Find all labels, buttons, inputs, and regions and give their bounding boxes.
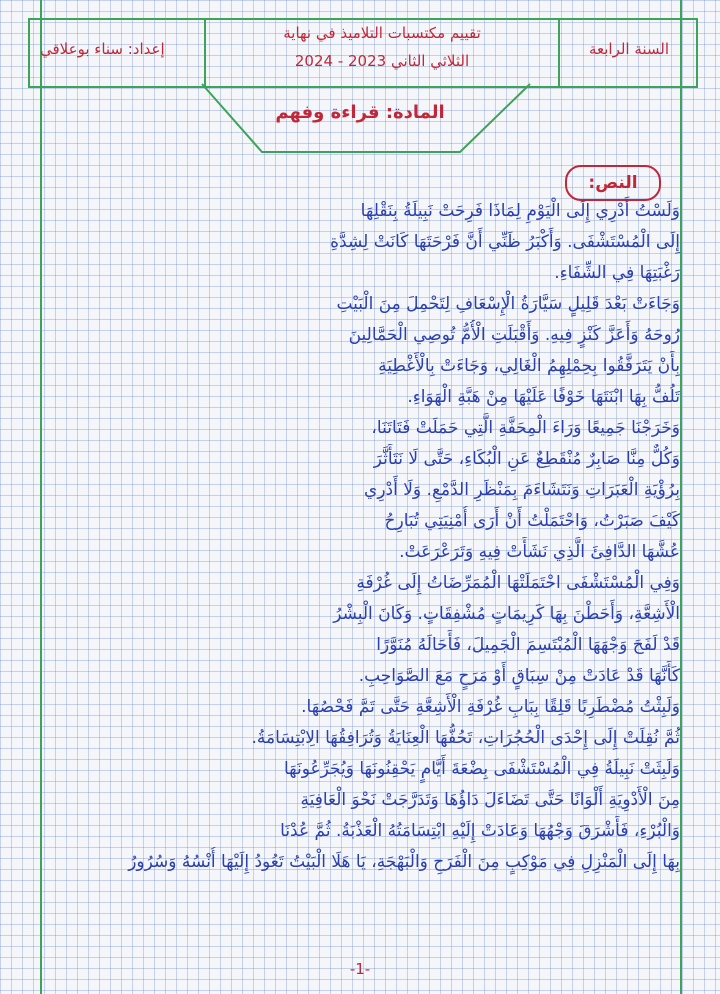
author-label: إعداد: سناء بوعلاقي (40, 40, 165, 58)
passage-line: بِأَنْ يَتَرَفَّقُوا بِحِمْلِهِمُ الْغَالِي، وَجَاءَتْ بِالْأَغْطِيَةِ (378, 356, 680, 376)
passage-line: رَغْبَتِهَا فِي الشِّفَاءِ. (554, 263, 680, 283)
passage-line: وَالْبُرْءِ، فَأَشْرَقَ وَجْهُهَا وَعَادَتْ إِلَيْهِ ابْتِسَامَتُهُ الْعَذْبَةُ. ثُمَّ عُدْنَا (280, 821, 680, 841)
passage-line: مِنَ الْأَدْوِيَةِ أَلْوَانًا حَتَّى تَضَاءَلَ دَاؤُهَا وَتَدَرَّجَتْ نَحْوَ الْعَافِيَةِ (300, 790, 680, 810)
passage-line: كَيْفَ صَبَرْتُ، وَاحْتَمَلْتُ أَنْ أَرَى أُمْنِيَتِي تُبَارِحُ (384, 511, 680, 531)
passage-line: وَفِي الْمُسْتَشْفَى احْتَمَلَتْهَا الْمُمَرِّضَاتُ إِلَى غُرْفَةِ (356, 573, 680, 593)
passage-line: إِلَى الْمُسْتَشْفَى. وَأَكْبَرُ ظَنِّي أَنَّ فَرْحَتَهَا كَانَتْ لِشِدَّةِ (330, 232, 680, 252)
passage-line: الْأَشِعَّةِ، وَأَحَطْنَ بِهَا كَرِيمَاتٍ مُشْفِقَاتٍ. وَكَانَ الْبِشْرُ (333, 604, 680, 624)
subject-heading: المادة: قراءة وفهم (275, 102, 445, 123)
passage-line: وَلَبِثْتُ مُضْطَرِبًا قَلِقًا بِبَابِ غُرْفَةِ الْأَشِعَّةِ حَتَّى تَمَّ فَحْصُهَا. (301, 697, 680, 717)
grade-label: السنة الرابعة (588, 40, 670, 58)
passage-line: كَأَنَّهَا قَدْ عَادَتْ مِنْ سِبَاقٍ أَوْ مَرَحٍ مَعَ الصَّوَاحِبِ. (358, 666, 680, 686)
passage-line: ثُمَّ نُقِلَتْ إِلَى إِحْدَى الْحُجُرَاتِ، تَحُفُّهَا الْعِنَايَةُ وَتُرَافِقُهَا الِابْتِسَامَةُ. (251, 728, 680, 748)
passage-line: رُوحَهُ وَأَعَزَّ كَنْزٍ فِيهِ. وَأَقْبَلَتِ الْأُمُّ تُوصِي الْحَمَّالِينَ (348, 325, 680, 345)
passage-line: وَلَسْتُ أَدْرِي إِلَى الْيَوْمِ لِمَاذَا فَرِحَتْ نَبِيلَةُ بِنَقْلِهَا (360, 201, 680, 221)
reading-passage (40, 196, 680, 878)
passage-line: عُشَّهَا الدَّافِئَ الَّذِي نَشَأَتْ فِيهِ وَتَرَعْرَعَتْ. (399, 542, 680, 562)
subject-trapezoid (0, 0, 720, 160)
passage-line: وَلَبِثَتْ نَبِيلَةُ فِي الْمُسْتَشْفَى بِضْعَةَ أَيَّامٍ يَحْقِنُونَهَا وَيُجَرِّعُونَهَا (283, 759, 680, 779)
exam-title-line1: تقييم مكتسبات التلاميذ في نهاية (283, 24, 481, 42)
passage-line: قَدْ لَفَحَ وَجْهَهَا الْمُبْتَسِمَ الْجَمِيلَ، فَأَحَالَهُ مُنَوَّرًا (376, 635, 680, 655)
exam-title-line2: الثلاثي الثاني 2023 - 2024 (294, 52, 470, 70)
passage-line: وَجَاءَتْ بَعْدَ قَلِيلٍ سَيَّارَةُ الْإِسْعَافِ لِتَحْمِلَ مِنَ الْبَيْتِ (336, 294, 680, 314)
passage-line: وَكُلٌّ مِنَّا صَابِرٌ مُنْقَطِعٌ عَنِ الْبُكَاءِ، حَتَّى لَا نَتَأَثَّرَ (373, 449, 680, 469)
text-title: النص: (588, 173, 638, 193)
passage-line: وَخَرَجْنَا جَمِيعًا وَرَاءَ الْمِحَفَّةِ الَّتِي حَمَلَتْ فَتَاتَنَا، (371, 418, 680, 438)
passage-line: بِهَا إِلَى الْمَنْزِلِ فِي مَوْكِبٍ مِنَ الْفَرَحِ وَالْبَهْجَةِ، يَا هَلَا الْبَيْتُ تَعُودُ إِلَيْهَا أُنْسُهُ وَسُرُورُ (128, 852, 680, 872)
passage-line: بِرُؤْيَةِ الْعَبَرَاتِ وَنَتَشَاءَمَ بِمَنْظَرِ الدَّمْعِ. وَلَا أَدْرِي (364, 480, 680, 500)
passage-line: تَلُفُّ بِهَا ابْنَتَهَا خَوْفًا عَلَيْهَا مِنْ هَبَّةِ الْهَوَاءِ. (407, 387, 680, 407)
page-number: -1- (349, 960, 371, 978)
